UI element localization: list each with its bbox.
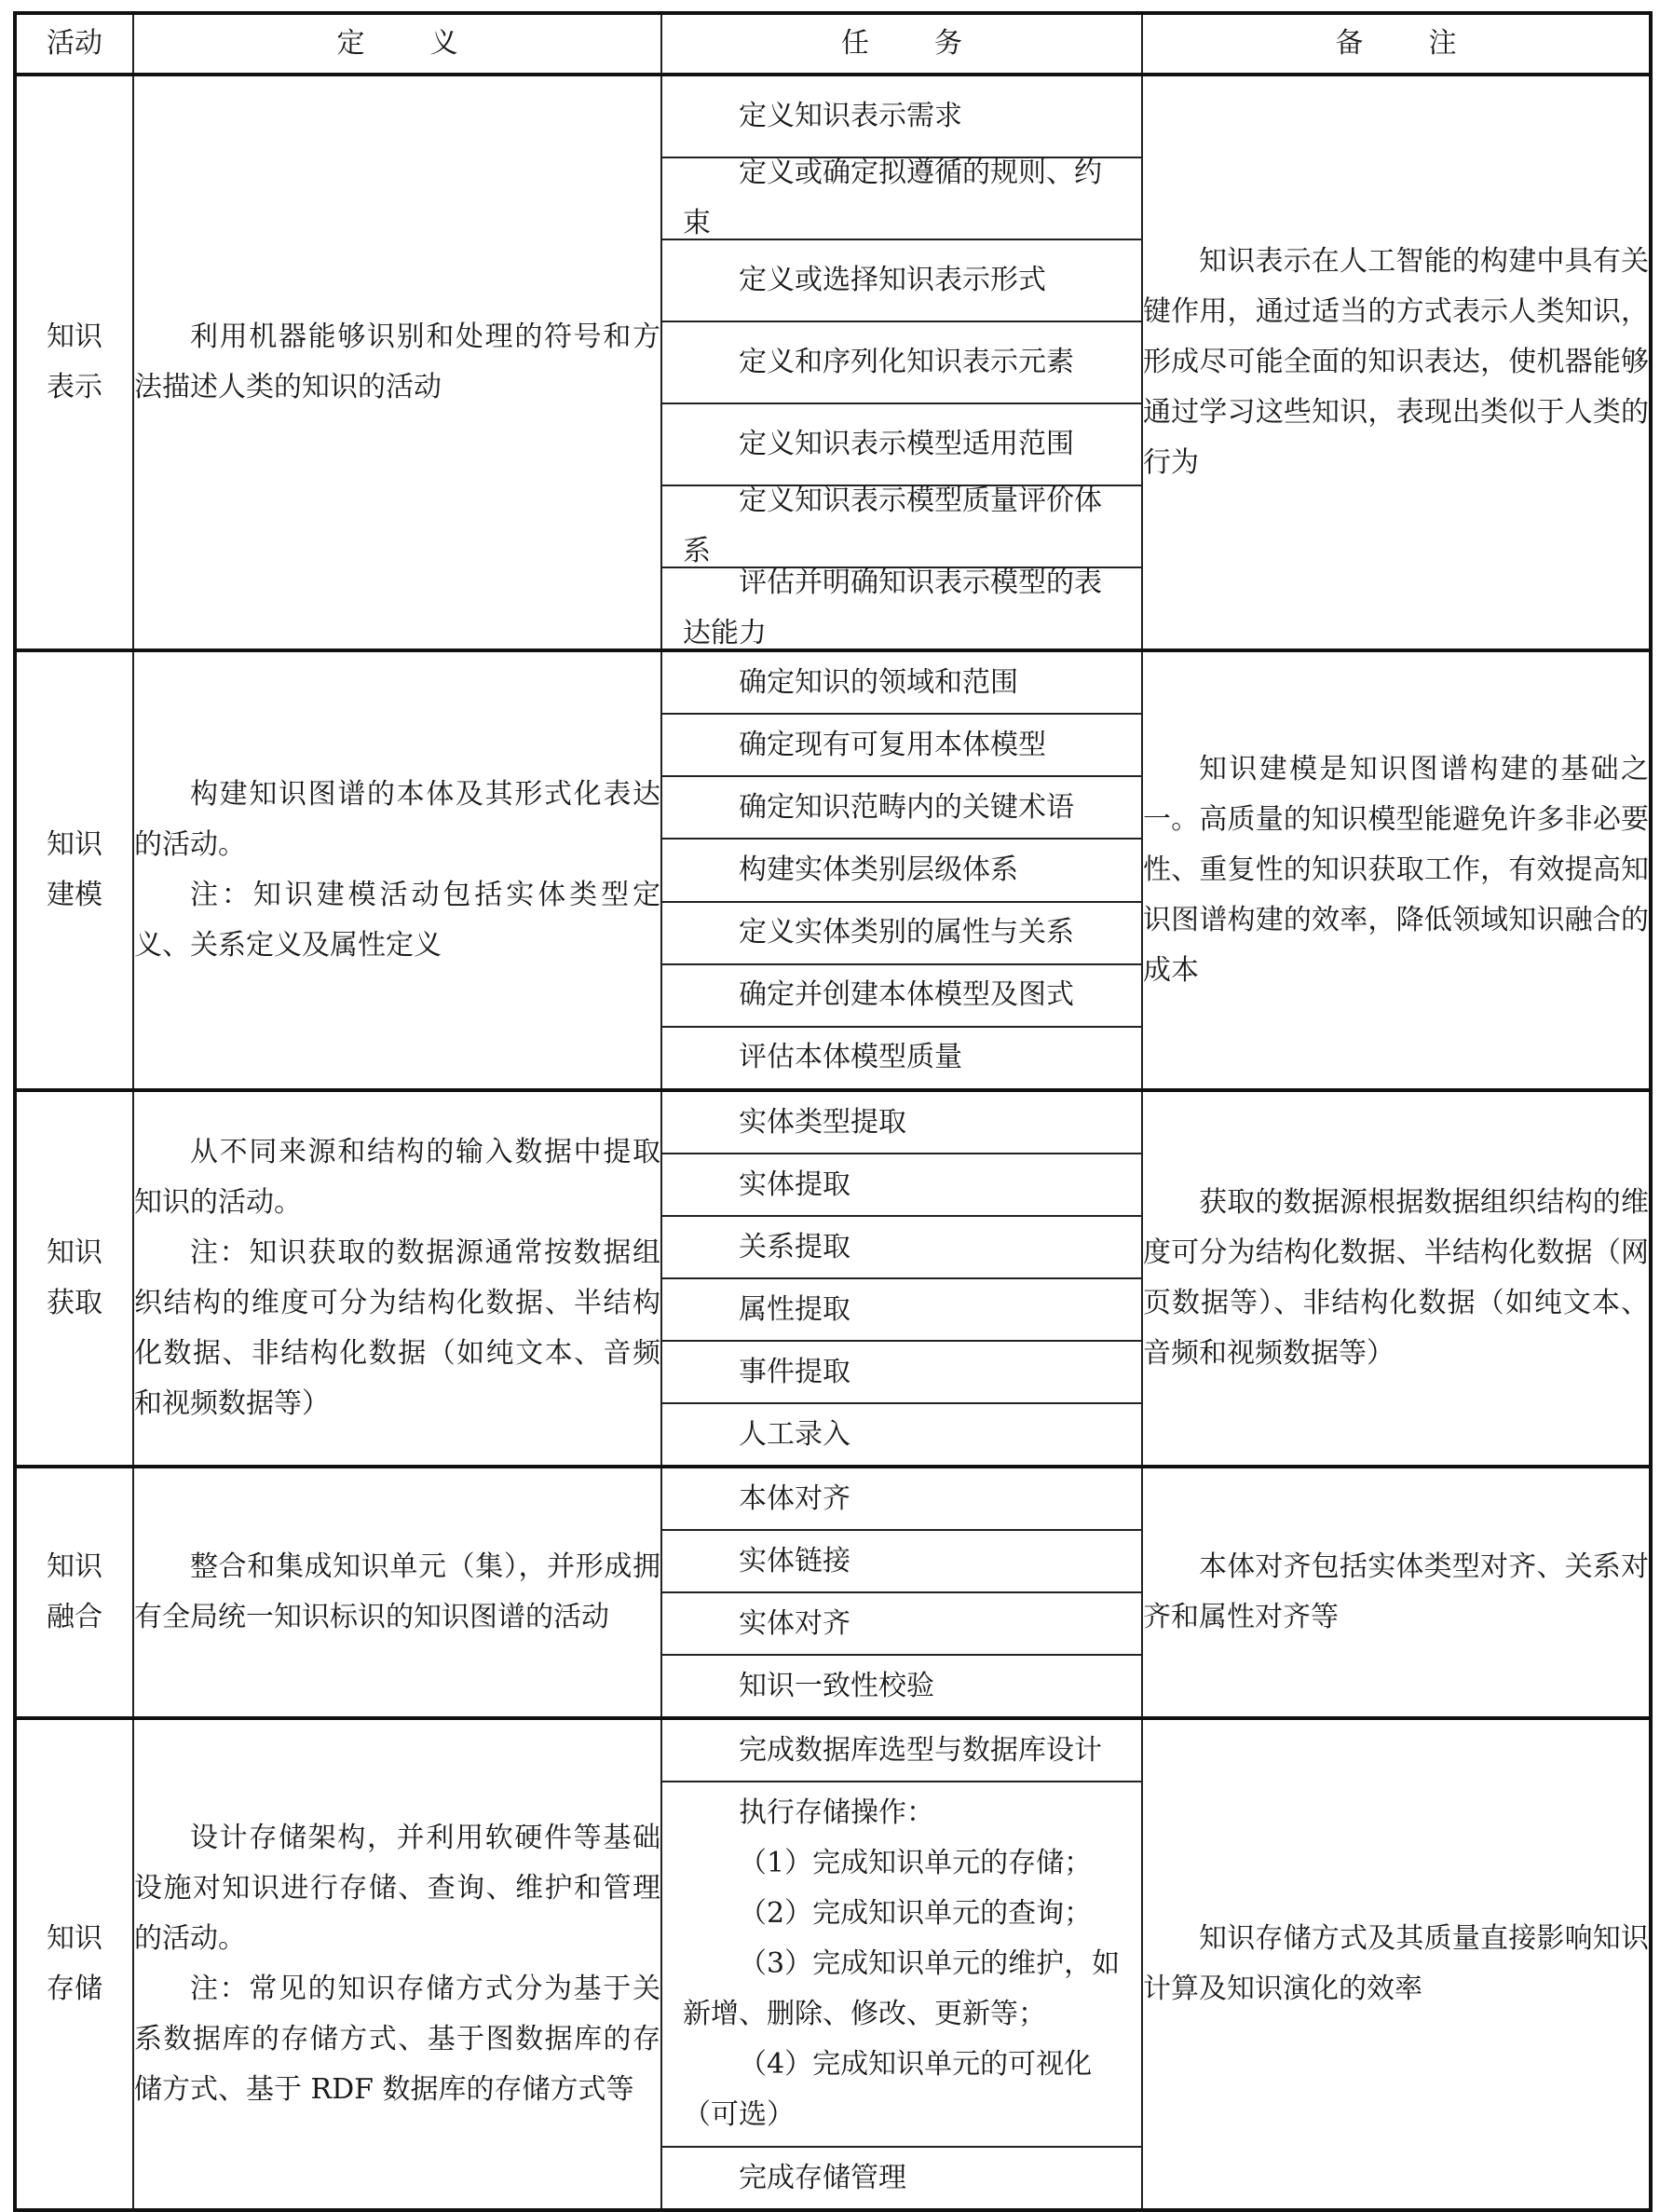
header-remark-char-1: 备 [1335, 27, 1364, 60]
task-text: （3）完成知识单元的维护，如新增、删除、修改、更新等； [683, 1947, 1121, 2030]
remark-text: 知识建模是知识图谱构建的基础之一。高质量的知识模型能避免许多非必要性、重复性的知识获取工作，有效提高知识图谱构建的效率，降低领域知识融合的成本 [1143, 753, 1649, 987]
task-text: 实体提取 [739, 1167, 850, 1201]
task-list [662, 652, 1141, 1088]
header-remark-char-2: 注 [1428, 27, 1457, 60]
task-text: （1）完成知识单元的存储； [739, 1847, 1093, 1879]
task-item [662, 76, 1141, 158]
remark-text: 获取的数据源根据数据组织结构的维度可分为结构化数据、半结构化数据（网页数据等）、非结构化数据（如纯文本、音频和视频数据等） [1143, 1186, 1649, 1370]
task-text: 定义或选择知识表示形式 [739, 264, 1046, 296]
header-activity [15, 13, 133, 75]
task-item [662, 1720, 1141, 1782]
header-remark [1142, 13, 1651, 75]
knowledge-graph-activity-table [13, 11, 1653, 2212]
header-definition [133, 13, 661, 75]
remark-text: 知识表示在人工智能的构建中具有关键作用，通过适当的方式表示人类知识，形成尽可能全面的知识表达，使机器能够通过学习这些知识，表现出类似于人类的行为 [1143, 245, 1649, 479]
task-item [662, 568, 1141, 649]
definition-cell [133, 1090, 661, 1467]
activity-cell [15, 1467, 133, 1718]
task-text: 人工录入 [739, 1417, 850, 1451]
task-item [662, 1217, 1141, 1279]
task-item [662, 1656, 1141, 1716]
task-list [662, 1092, 1141, 1465]
definition-text: 从不同来源和结构的输入数据中提取知识的活动。 [134, 1136, 660, 1219]
task-text: 评估本体模型质量 [739, 1041, 962, 1074]
header-definition-char-2: 义 [429, 27, 458, 60]
activity-cell [15, 1718, 133, 2210]
activity-name-line: 表示 [47, 371, 102, 403]
task-item [662, 1593, 1141, 1656]
task-text: 完成存储管理 [739, 2161, 906, 2194]
task-item [662, 240, 1141, 322]
task-text: 评估并明确知识表示模型的表达能力 [683, 567, 1102, 649]
task-text: （2）完成知识单元的查询； [739, 1897, 1093, 1930]
task-text: 本体对齐 [739, 1481, 850, 1515]
remark-cell [1142, 1718, 1651, 2210]
header-tasks-char-1: 任 [841, 27, 869, 60]
task-item [662, 158, 1141, 240]
task-item [662, 1279, 1141, 1342]
task-item [662, 652, 1141, 715]
definition-cell [133, 1467, 661, 1718]
task-text: 事件提取 [739, 1355, 850, 1388]
task-text: 定义知识表示模型适用范围 [739, 428, 1074, 460]
tasks-cell [661, 75, 1142, 650]
task-text: 确定现有可复用本体模型 [739, 728, 1046, 761]
activity-name-line: 建模 [47, 879, 102, 911]
tasks-cell [661, 650, 1142, 1090]
task-item [662, 322, 1141, 404]
task-text: 实体对齐 [739, 1606, 850, 1640]
activity-name-line: 知识 [47, 1922, 102, 1955]
definition-cell [133, 75, 661, 650]
header-definition-char-1: 定 [336, 27, 365, 60]
task-item [662, 965, 1141, 1028]
task-text: 执行存储操作： [739, 1796, 934, 1829]
task-text: 实体链接 [739, 1544, 850, 1577]
task-text: 定义实体类别的属性与关系 [739, 916, 1074, 949]
task-text: 构建实体类别层级体系 [739, 853, 1018, 886]
definition-text: 设计存储架构，并利用软硬件等基础设施对知识进行存储、查询、维护和管理的活动。 [134, 1822, 660, 1955]
tasks-cell [661, 1090, 1142, 1467]
activity-name-line: 知识 [47, 321, 102, 353]
task-text: （4）完成知识单元的可视化（可选） [683, 2048, 1093, 2131]
remark-text: 知识存储方式及其质量直接影响知识计算及知识演化的效率 [1143, 1922, 1649, 2005]
definition-note: 注：常见的知识存储方式分为基于关系数据库的存储方式、基于图数据库的存储方式、基于 RDF 数据库的存储方式等 [134, 1973, 660, 2106]
activity-name-line: 知识 [47, 1236, 102, 1269]
header-tasks-char-2: 务 [934, 27, 962, 60]
definition-text: 整合和集成知识单元（集），并形成拥有全局统一知识标识的知识图谱的活动 [134, 1550, 660, 1633]
task-text: 确定并创建本体模型及图式 [739, 978, 1074, 1012]
task-text: 关系提取 [739, 1230, 850, 1263]
definition-cell [133, 650, 661, 1090]
tasks-cell [661, 1718, 1142, 2210]
task-item [662, 1092, 1141, 1154]
header-tasks [661, 13, 1142, 75]
activity-name-line: 存储 [47, 1973, 102, 2005]
activity-cell [15, 1090, 133, 1467]
remark-text: 本体对齐包括实体类型对齐、关系对齐和属性对齐等 [1143, 1550, 1649, 1633]
table-body [15, 75, 1651, 2210]
task-item [662, 1531, 1141, 1593]
task-text: 定义知识表示模型质量评价体系 [683, 485, 1102, 567]
activity-cell [15, 75, 133, 650]
task-text: 定义知识表示需求 [739, 100, 962, 132]
activity-name-line: 融合 [47, 1601, 102, 1633]
task-text: 完成数据库选型与数据库设计 [739, 1733, 1102, 1767]
task-item [662, 1782, 1141, 2148]
task-item [662, 404, 1141, 486]
table-row [15, 1467, 1651, 1718]
remark-cell [1142, 1467, 1651, 1718]
task-item [662, 1154, 1141, 1217]
task-text: 实体类型提取 [739, 1105, 906, 1139]
activity-name-line: 获取 [47, 1287, 102, 1319]
activity-name-line: 知识 [47, 828, 102, 861]
task-text: 属性提取 [739, 1292, 850, 1326]
tasks-cell [661, 1467, 1142, 1718]
task-item [662, 1468, 1141, 1531]
remark-cell [1142, 650, 1651, 1090]
definition-note: 注：知识获取的数据源通常按数据组织结构的维度可分为结构化数据、半结构化数据、非结构化数据（如纯文本、音频和视频数据等） [134, 1236, 660, 1420]
task-list [662, 1720, 1141, 2208]
task-item [662, 2148, 1141, 2208]
task-item [662, 1342, 1141, 1404]
header-activity-label: 活动 [47, 27, 102, 60]
definition-text: 利用机器能够识别和处理的符号和方法描述人类的知识的活动 [134, 321, 660, 403]
table-row [15, 650, 1651, 1090]
task-list [662, 76, 1141, 649]
table-row [15, 1090, 1651, 1467]
table-header-row [15, 13, 1651, 75]
table-row [15, 75, 1651, 650]
task-item [662, 1028, 1141, 1088]
task-item [662, 1404, 1141, 1465]
definition-note: 注：知识建模活动包括实体类型定义、关系定义及属性定义 [134, 879, 660, 962]
remark-cell [1142, 75, 1651, 650]
definition-text: 构建知识图谱的本体及其形式化表达的活动。 [134, 778, 660, 861]
task-text: 定义或确定拟遵循的规则、约束 [683, 157, 1102, 239]
activity-cell [15, 650, 133, 1090]
task-text: 确定知识范畴内的关键术语 [739, 790, 1074, 824]
table-row [15, 1718, 1651, 2210]
task-text: 定义和序列化知识表示元素 [739, 346, 1074, 378]
task-list [662, 1468, 1141, 1716]
task-text: 知识一致性校验 [739, 1669, 934, 1702]
task-item [662, 486, 1141, 568]
task-item [662, 903, 1141, 965]
definition-cell [133, 1718, 661, 2210]
remark-cell [1142, 1090, 1651, 1467]
activity-name-line: 知识 [47, 1550, 102, 1583]
task-item [662, 715, 1141, 777]
task-item [662, 840, 1141, 902]
task-text: 确定知识的领域和范围 [739, 665, 1018, 699]
task-item [662, 777, 1141, 840]
